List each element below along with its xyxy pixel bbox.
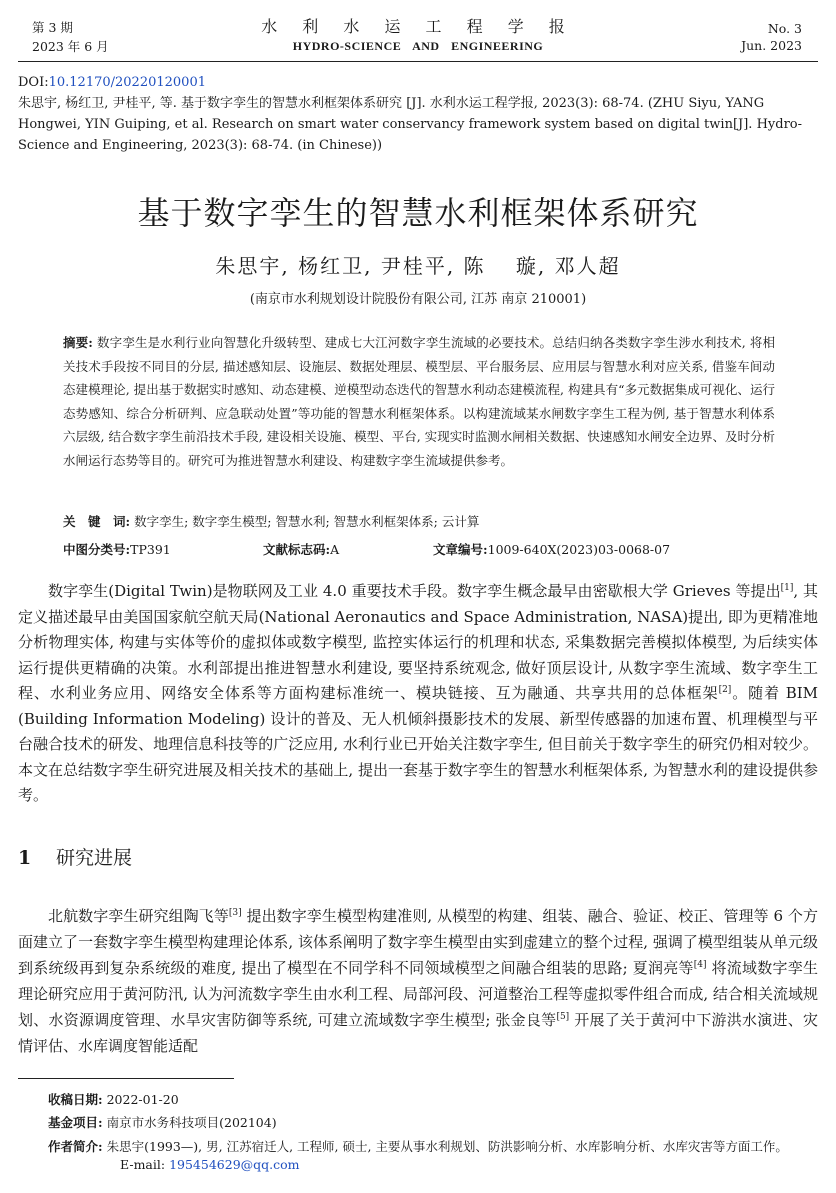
doi-label: DOI:	[18, 75, 49, 90]
s1-text-1: 北航数字孪生研究组陶飞等	[48, 907, 229, 925]
received-label: 收稿日期:	[48, 1092, 103, 1107]
section1-paragraph	[18, 903, 818, 1059]
section-number: 1	[18, 847, 32, 869]
issue-cn: 第 3 期	[32, 20, 73, 35]
email-label: E-mail:	[120, 1157, 166, 1172]
header-divider	[18, 61, 818, 62]
section1-body	[18, 903, 818, 1059]
issue-en: No. 3	[767, 21, 802, 36]
ref-3[interactable]: [3]	[228, 908, 242, 918]
ref-5[interactable]: [5]	[556, 1012, 570, 1022]
header-journal	[0, 16, 836, 54]
journal-name-cn: 水 利 水 运 工 程 学 报	[261, 17, 575, 36]
date-en: Jun. 2023	[741, 38, 802, 53]
keywords-text: 数字孪生; 数字孪生模型; 智慧水利; 智慧水利框架体系; 云计算	[134, 514, 480, 529]
s1-text-4: 开展了关于黄河中下游洪水演进、灾情评估、水库调度智能适配	[18, 1011, 818, 1055]
intro-body	[18, 579, 818, 809]
fund-text: 南京市水务科技项目(202104)	[106, 1115, 277, 1130]
intro-text-1: 数字孪生(Digital Twin)是物联网及工业 4.0 重要技术手段。数字孪生概念最早由密歇根大学 Grieves 等提出	[48, 582, 781, 600]
paper-title: 基于数字孪生的智慧水利框架体系研究	[137, 194, 699, 232]
intro-paragraph	[18, 579, 818, 809]
doc-code-item	[263, 540, 433, 560]
fund-label: 基金项目:	[48, 1115, 103, 1130]
abstract-text: 数字孪生是水利行业向智慧化升级转型、建成七大江河数字孪生流域的必要技术。总结归纳各类数字孪生涉水利技术, 将相关技术手段按不同目的分层, 描述感知层、设施层、数据处理层、模型层、平台服务层、应用层与智慧水利对应关系, 借鉴车间动态建模理论, 提出基于数据实时感知、动态建模、逆模型动态迭代的智慧水利动态建模流程, 构建具有“多元数据集成可视化、运行态势感知、综合分析研判、应急联动处置”等功能的智慧水利框架体系。以构建流域某水闸数字孪生工程为例, 基于智慧水利体系六层级, 结合数字孪生前沿技术手段, 建设相关设施、模型、平台, 实现实时监测水闸相关数据、快速感知水闸安全边界、及时分析水闸运行态势等目的。研究可为推进智慧水利建设、构建数字孪生流域提供参考。	[63, 335, 775, 468]
received-date: 2022-01-20	[106, 1092, 179, 1107]
article-number-item	[433, 540, 670, 560]
doc-code-value: A	[330, 542, 340, 557]
ref-4[interactable]: [4]	[693, 960, 707, 970]
email-link[interactable]: 195454629@qq.com	[169, 1157, 300, 1172]
s1-text-3: 将流域数字孪生理论研究应用于黄河防汛, 认为河流数字孪生由水利工程、局部河段、河道整治工程等虚拟零件组合而成, 结合相关流域规划、水资源调度管理、水旱灾害防御等系统, 可建立流域数字孪生模型; 张金良等	[18, 959, 818, 1029]
clc-value: TP391	[130, 542, 171, 557]
section-heading	[18, 843, 132, 870]
author-bio-text: 朱思宇(1993—), 男, 江苏宿迁人, 工程师, 硕士, 主要从事水利规划、防洪影响分析、水库影响分析、水库灾害等方面工作。	[106, 1139, 788, 1154]
citation-text: 朱思宇, 杨红卫, 尹桂平, 等. 基于数字孪生的智慧水利框架体系研究 [J]. 水利水运工程学报, 2023(3): 68-74. (ZHU Siyu, YANG Hongwei, YIN Guiping, et al. Research on smart water conservancy framework system based on digital twin[J]. Hydro-Science and Engineering, 2023(3): 68-74. (in Chinese))	[18, 96, 802, 153]
doi-line	[18, 72, 818, 93]
author-list: 朱思宇, 杨红卫, 尹桂平, 陈 璇, 邓人超	[215, 254, 621, 278]
keywords-label: 关 键 词:	[63, 514, 131, 529]
clc-item	[63, 540, 263, 560]
footnote-fund	[48, 1114, 808, 1132]
affiliation: (南京市水利规划设计院股份有限公司, 江苏 南京 210001)	[249, 292, 587, 307]
doc-code-label: 文献标志码:	[263, 542, 331, 557]
article-number-label: 文章编号:	[433, 542, 488, 557]
ref-2[interactable]: [2]	[718, 685, 732, 695]
abstract-label: 摘要:	[63, 335, 93, 350]
doi-link[interactable]: 10.12170/20220120001	[48, 75, 206, 90]
footnote-author	[48, 1138, 808, 1174]
footnote-received	[48, 1091, 808, 1109]
journal-name-en: HYDRO-SCIENCE AND ENGINEERING	[292, 39, 544, 53]
footnote-divider	[18, 1078, 234, 1079]
classification-line	[63, 540, 775, 560]
article-number-value: 1009-640X(2023)03-0068-07	[487, 542, 671, 557]
intro-text-2: , 其定义描述最早由美国国家航空航天局(National Aeronautics and Space Administration, NASA)提出, 即为更精准地分析物理实体, 构建与实体等价的虚拟体或数字模型, 监控实体运行的机理和状态, 采集数据完善模拟体模型, 为后续实体运行提供更精确的决策。水利部提出推进智慧水利建设, 要坚持系统观念, 做好顶层设计, 从数字孪生流域、数字孪生工程、水利业务应用、网络安全体系等方面构建标准统一、模块链接、互为融通、共享共用的总体框架	[18, 582, 818, 702]
citation-block	[18, 72, 818, 156]
header-right	[741, 20, 802, 54]
s1-text-2: 提出数字孪生模型构建准则, 从模型的构建、组装、融合、验证、校正、管理等 6 个方面建立了一套数字孪生模型构建理论体系, 该体系阐明了数字孪生模型由实到虚建立的整个过程, 强调了模型组装从单元级到系统级再到复杂系统级的难度, 提出了模型在不同学科不同领域模型之间融合组装的思路; 夏润亮等	[18, 907, 818, 977]
clc-label: 中图分类号:	[63, 542, 131, 557]
intro-text-3: 。随着 BIM (Building Information Modeling) 设计的普及、无人机倾斜摄影技术的发展、新型传感器的加速布置、机理模型与平台融合技术的研发、地理信息科技等的广泛应用, 水利行业已开始关注数字孪生, 但目前关于数字孪生的研究仍相对较少。本文在总结数字孪生研究进展及相关技术的基础上, 提出一套基于数字孪生的智慧水利框架体系, 为智慧水利的建设提供参考。	[18, 684, 818, 804]
section-title: 研究进展	[56, 847, 133, 869]
running-header	[0, 16, 836, 56]
abstract	[63, 331, 775, 473]
keywords	[63, 512, 775, 532]
date-cn: 2023 年 6 月	[32, 39, 109, 54]
author-bio-label: 作者简介:	[48, 1139, 103, 1154]
ref-1[interactable]: [1]	[780, 583, 794, 593]
